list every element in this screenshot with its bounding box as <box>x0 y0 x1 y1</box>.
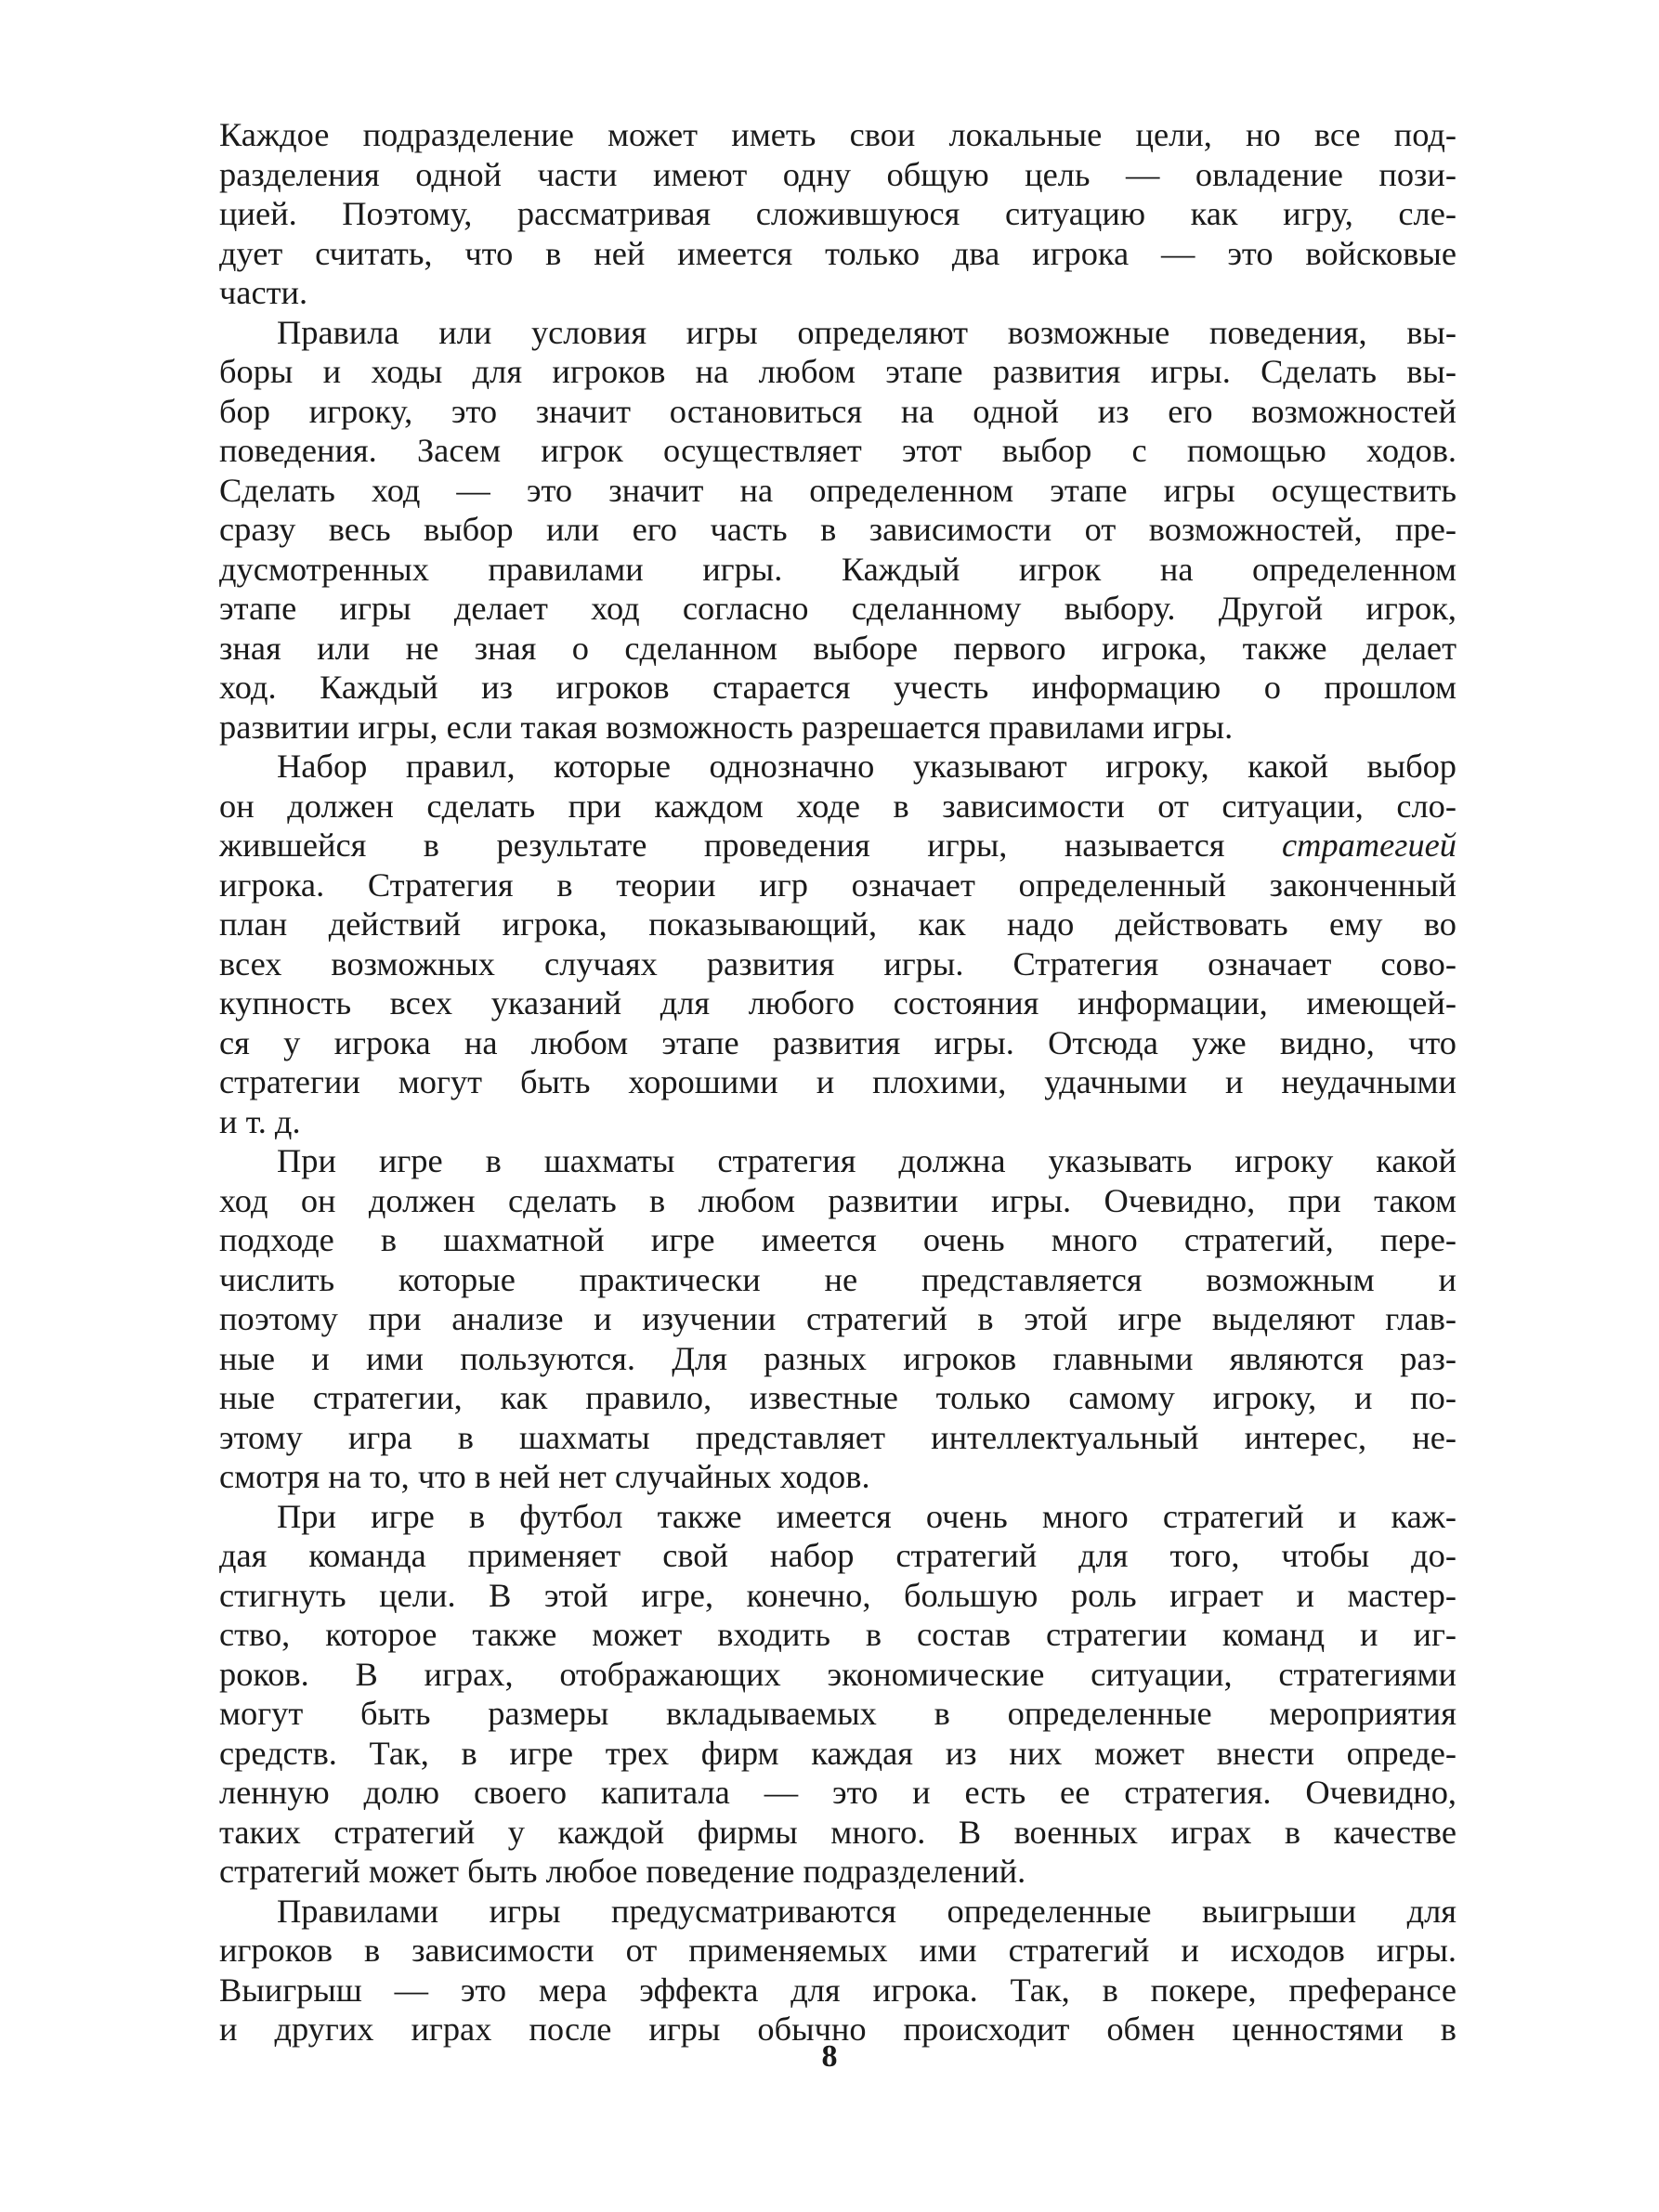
paragraph <box>219 115 1457 313</box>
text-line: сразу весь выбор или его часть в зависимости от возможностей, пре- <box>219 511 1457 548</box>
text-line: ство, которое также может входить в состав стратегии команд и иг- <box>219 1616 1457 1653</box>
text-line: ные стратегии, как правило, известные только самому игроку, и по- <box>219 1379 1457 1416</box>
text-line: могут быть размеры вкладываемых в определенные мероприятия <box>219 1695 1457 1732</box>
text-line: всех возможных случаях развития игры. Стратегия означает сово- <box>219 944 1457 982</box>
text-line: и других играх после игры обычно происходит обмен ценностями в <box>219 2010 1457 2048</box>
text-line: и т. д. <box>219 1102 301 1140</box>
text-line: игроков в зависимости от применяемых ими стратегий и исходов игры. <box>219 1932 1457 1969</box>
text-line: стигнуть цели. В этой игре, конечно, большую роль играет и мастер- <box>219 1576 1457 1614</box>
text-line: Набор правил, которые однозначно указывают игроку, какой выбор <box>277 748 1457 785</box>
page-number: 8 <box>821 2039 838 2074</box>
text-line: стратегии могут быть хорошими и плохими, удачными и неудачными <box>219 1063 1457 1100</box>
text-line: стратегий может быть любое поведение подразделений. <box>219 1853 1026 1890</box>
text-line: разделения одной части имеют одну общую цель — овладение пози- <box>219 155 1457 193</box>
text-line: При игре в шахматы стратегия должна указывать игроку какой <box>277 1142 1457 1179</box>
text-line: Выигрыш — это мера эффекта для игрока. Так, в покере, преферансе <box>219 1971 1457 2009</box>
text-line: дая команда применяет свой набор стратегий для того, чтобы до- <box>219 1537 1457 1574</box>
text-line: игрока. Стратегия в теории игр означает определенный законченный <box>219 865 1457 904</box>
italic-term: стратегией <box>1282 826 1457 864</box>
text-line: ные и ими пользуются. Для разных игроков главными являются раз- <box>219 1339 1457 1377</box>
text-line: Каждое подразделение может иметь свои локальные цели, но все под- <box>219 116 1457 153</box>
paragraph <box>219 313 1457 748</box>
text-line: поэтому при анализе и изучении стратегий в этой игре выделяют глав- <box>219 1300 1457 1337</box>
paragraph <box>219 1141 1457 1497</box>
page-body <box>219 115 1457 2049</box>
text-line: зная или не зная о сделанном выборе первого игрока, также делает <box>219 629 1457 667</box>
text-line: Правилами игры предусматриваются определенные выигрыши для <box>277 1892 1457 1930</box>
text-line: дусмотренных правилами игры. Каждый игрок на определенном <box>219 550 1457 588</box>
text-line: этапе игры делает ход согласно сделанному выбору. Другой игрок, <box>219 590 1457 627</box>
text-line: он должен сделать при каждом ходе в зависимости от ситуации, сло- <box>219 787 1457 825</box>
text-line: бор игроку, это значит остановиться на одной из его возможностей <box>219 392 1457 430</box>
text-line: купность всех указаний для любого состояния информации, имеющей- <box>219 984 1457 1021</box>
text-line: части. <box>219 274 308 311</box>
text-line: Сделать ход — это значит на определенном этапе игры осуществить <box>219 471 1457 509</box>
text-line: цией. Поэтому, рассматривая сложившуюся ситуацию как игру, сле- <box>219 195 1457 232</box>
paragraph <box>219 1892 1457 2049</box>
text-line: таких стратегий у каждой фирмы много. В военных играх в качестве <box>219 1813 1457 1851</box>
text-line: план действий игрока, показывающий, как надо действовать ему во <box>219 905 1457 943</box>
paragraph <box>219 747 1457 1141</box>
text-line: развитии игры, если такая возможность разрешается правилами игры. <box>219 708 1234 746</box>
text-line: Правила или условия игры определяют возможные поведения, вы- <box>277 313 1457 351</box>
text-line: этому игра в шахматы представляет интеллектуальный интерес, не- <box>219 1418 1457 1456</box>
text-line: При игре в футбол также имеется очень много стратегий и каж- <box>277 1497 1457 1535</box>
text-line: поведения. Засем игрок осуществляет этот выбор с помощью ходов. <box>219 432 1457 469</box>
text-line: ход он должен сделать в любом развитии игры. Очевидно, при таком <box>219 1181 1457 1219</box>
text-line: смотря на то, что в ней нет случайных ходов. <box>219 1458 870 1495</box>
text-line: ход. Каждый из игроков старается учесть информацию о прошлом <box>219 669 1457 706</box>
text-line: дует считать, что в ней имеется только два игрока — это войсковые <box>219 234 1457 272</box>
text-line: средств. Так, в игре трех фирм каждая из них может внести опреде- <box>219 1734 1457 1772</box>
text-line: подходе в шахматной игре имеется очень много стратегий, пере- <box>219 1221 1457 1258</box>
text-line: числить которые практически не представляется возможным и <box>219 1260 1457 1298</box>
text-line: жившейся в результате проведения игры, называется стратегией <box>219 826 1457 864</box>
text-line: ленную долю своего капитала — это и есть ее стратегия. Очевидно, <box>219 1774 1457 1811</box>
text-line: ся у игрока на любом этапе развития игры. Отсюда уже видно, что <box>219 1023 1457 1061</box>
text-line: боры и ходы для игроков на любом этапе развития игры. Сделать вы- <box>219 353 1457 390</box>
text-line: роков. В играх, отображающих экономические ситуации, стратегиями <box>219 1655 1457 1693</box>
paragraph <box>219 1497 1457 1892</box>
